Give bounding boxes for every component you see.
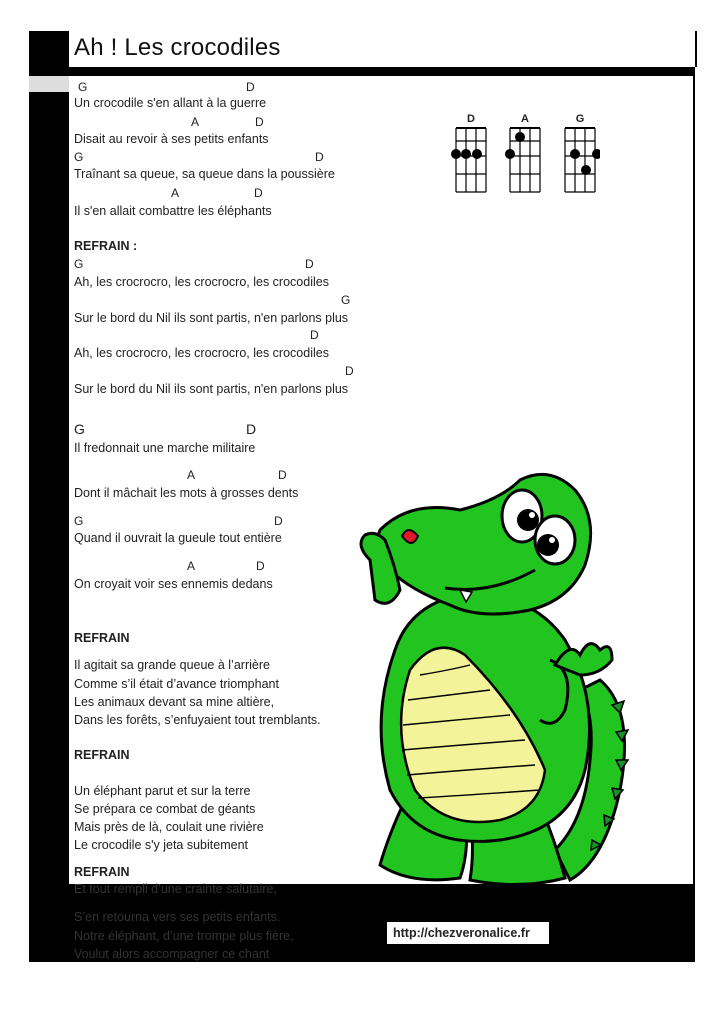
lyric-line: Quand il ouvrait la gueule tout entière (74, 531, 282, 545)
refrain-label: REFRAIN (74, 631, 130, 645)
chord: D (315, 150, 324, 164)
song-title: Ah ! Les crocodiles (74, 34, 281, 61)
chord: D (345, 364, 354, 378)
lyric-line: Et tout rempli d’une crainte salutaire, (74, 882, 277, 896)
lyric-line: Un crocodile s'en allant à la guerre (74, 96, 267, 110)
lyric-line: Ah, les crocrocro, les crocrocro, les crocodiles (74, 346, 329, 360)
lyric-line: Notre éléphant, d’une trompe plus fière, (74, 929, 294, 943)
chord-diagram-label: D (467, 113, 475, 125)
refrain-label: REFRAIN (74, 748, 130, 762)
refrain-heading: REFRAIN : (74, 239, 138, 253)
lyric-line: Traînant sa queue, sa queue dans la poussière (74, 167, 335, 181)
lyric-line: Le crocodile s'y jeta subitement (74, 838, 249, 852)
chord-diagram-label: G (575, 113, 585, 125)
lyric-line: Sur le bord du Nil ils sont partis, n'en parlons plus (74, 382, 349, 396)
chord: D (310, 328, 319, 342)
lyric-line: Disait au revoir à ses petits enfants (74, 132, 269, 146)
crocodile-illustration (350, 470, 650, 900)
lyric-line: Un éléphant parut et sur la terre (74, 784, 251, 798)
chord: G (74, 421, 85, 437)
website-url[interactable]: http://chezveronalice.fr (387, 922, 549, 944)
refrain-label: REFRAIN (74, 865, 130, 879)
lyric-line: Les animaux devant sa mine altière, (74, 695, 275, 709)
chord-grid-d (451, 116, 491, 196)
chord-grid-g (560, 116, 600, 196)
chord: G (74, 257, 84, 271)
lyric-line: Dans les forêts, s’enfuyaient tout tremblants. (74, 713, 321, 727)
ukulele-chord-diagram-g (560, 113, 600, 196)
chord-diagram-label: A (521, 113, 529, 125)
chord: D (278, 468, 287, 482)
chord: A (187, 559, 196, 573)
lyric-line: Mais près de là, coulait une rivière (74, 820, 264, 834)
chord: D (246, 80, 255, 94)
chord: A (191, 115, 200, 129)
chord: D (254, 186, 263, 200)
chord-grid-a (505, 116, 545, 196)
chord: D (274, 514, 283, 528)
chord: G (78, 80, 88, 94)
chord: A (187, 468, 196, 482)
lyric-line: Ah, les crocrocro, les crocrocro, les crocodiles (74, 275, 329, 289)
title-underline-bar (69, 67, 695, 76)
ukulele-chord-diagram-a (505, 113, 545, 196)
ukulele-chord-diagram-d (451, 113, 491, 196)
lyric-line: Dont il mâchait les mots à grosses dents (74, 486, 299, 500)
lyric-line: Se prépara ce combat de géants (74, 802, 256, 816)
right-frame-line (693, 76, 695, 884)
chord: D (255, 115, 264, 129)
chord: G (74, 514, 84, 528)
lyric-line: Il s'en allait combattre les éléphants (74, 204, 272, 218)
lyric-line: Voulut alors accompagner ce chant (74, 947, 270, 961)
lyric-line: On croyait voir ses ennemis dedans (74, 577, 273, 591)
chord: G (74, 150, 84, 164)
chord: D (246, 421, 257, 437)
chord: G (341, 293, 351, 307)
lyric-line: Comme s’il était d’avance triomphant (74, 677, 279, 691)
lyric-line: Sur le bord du Nil ils sont partis, n'en parlons plus (74, 311, 349, 325)
lyric-line: Il agitait sa grande queue à l’arrière (74, 658, 270, 672)
chord: D (256, 559, 265, 573)
chord: A (171, 186, 180, 200)
chord: D (305, 257, 314, 271)
left-black-bar (29, 31, 69, 962)
lyric-line: S’en retourna vers ses petits enfants. (74, 910, 281, 924)
sidebar-gray-tab (29, 76, 69, 92)
lyric-line: Il fredonnait une marche militaire (74, 441, 256, 455)
